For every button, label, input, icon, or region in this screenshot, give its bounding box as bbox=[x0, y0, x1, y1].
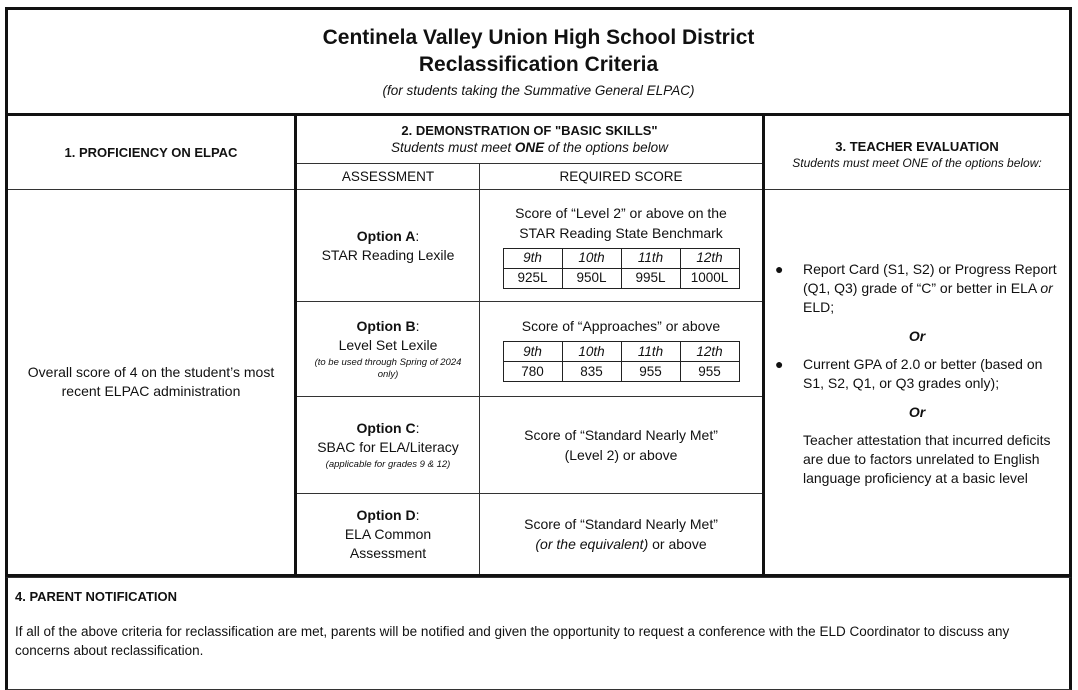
option-c-note: (applicable for grades 9 & 12) bbox=[325, 459, 451, 470]
instruction-text-post: of the options below bbox=[544, 140, 668, 155]
grade-label: 9th bbox=[503, 248, 562, 268]
or-separator: Or bbox=[908, 328, 926, 344]
instruction-emphasis: ONE bbox=[514, 140, 545, 155]
required-score-column-header: REQUIRED SCORE bbox=[559, 169, 683, 184]
option-d-required-score bbox=[480, 494, 762, 574]
option-d-assessment bbox=[297, 494, 480, 574]
basic-skills-column bbox=[294, 116, 765, 574]
grade-score: 955 bbox=[621, 362, 680, 382]
grade-label: 12th bbox=[680, 248, 739, 268]
basic-skills-heading: 2. DEMONSTRATION OF "BASIC SKILLS" bbox=[401, 123, 658, 138]
option-b-grade-table bbox=[503, 341, 740, 382]
grade-score: 925L bbox=[503, 268, 562, 288]
bullet-icon: ● bbox=[775, 356, 784, 372]
or-separator: Or bbox=[908, 404, 926, 420]
document-title: Reclassification Criteria bbox=[418, 53, 659, 76]
option-a-colon: : bbox=[415, 227, 420, 244]
parent-notification-heading: 4. PARENT NOTIFICATION bbox=[15, 589, 178, 604]
option-c-score-line1: Score of “Standard Nearly Met” bbox=[524, 427, 718, 443]
option-d-assessment-line2: Assessment bbox=[349, 544, 427, 561]
option-b-required-score bbox=[480, 302, 762, 396]
parent-notification-section bbox=[5, 577, 1072, 690]
option-c-score-line2: (Level 2) or above bbox=[564, 447, 678, 463]
proficiency-requirement-text: Overall score of 4 on the student’s most recent ELPAC administration bbox=[27, 364, 275, 399]
proficiency-column bbox=[8, 116, 294, 574]
option-b-name: Option B bbox=[356, 318, 416, 334]
option-d-name: Option D bbox=[356, 506, 416, 523]
option-d-score-emphasis: (or the equivalent) bbox=[535, 536, 649, 552]
option-d-row bbox=[297, 494, 762, 574]
option-b-score-text: Score of “Approaches” or above bbox=[521, 318, 721, 334]
grade-score: 995L bbox=[621, 268, 680, 288]
option-b-note: (to be used through Spring of 2024 only) bbox=[314, 357, 462, 380]
grade-label: 9th bbox=[503, 342, 562, 362]
teacher-evaluation-instruction: Students must meet ONE of the options below: bbox=[792, 156, 1042, 170]
option-d-colon: : bbox=[415, 506, 420, 523]
district-title: Centinela Valley Union High School District bbox=[322, 26, 755, 49]
option-a-grade-table bbox=[503, 248, 740, 289]
grade-score: 950L bbox=[562, 268, 621, 288]
option-a-name: Option A bbox=[356, 227, 416, 244]
option-b-assessment bbox=[297, 302, 480, 396]
option-c-name: Option C bbox=[356, 420, 416, 436]
option-b-assessment-name: Level Set Lexile bbox=[338, 337, 438, 353]
proficiency-requirement bbox=[8, 190, 294, 574]
grade-label: 10th bbox=[562, 248, 621, 268]
teacher-evaluation-heading: 3. TEACHER EVALUATION bbox=[835, 139, 999, 154]
grade-score: 835 bbox=[562, 362, 621, 382]
option-c-required-score bbox=[480, 397, 762, 493]
assessment-column-header: ASSESSMENT bbox=[297, 164, 480, 189]
teacher-evaluation-column bbox=[765, 116, 1069, 574]
criterion-report-card bbox=[773, 260, 1057, 317]
option-a-score-text: Score of “Level 2” or above on the STAR Reading State Benchmark bbox=[515, 204, 727, 241]
grade-label: 11th bbox=[621, 342, 680, 362]
criterion-text: Current GPA of 2.0 or better (based on S1, S2, Q1, or Q3 grades only); bbox=[803, 356, 1043, 391]
option-b-colon: : bbox=[415, 318, 420, 334]
option-b-row bbox=[297, 302, 762, 397]
option-a-assessment-name: STAR Reading Lexile bbox=[321, 246, 455, 263]
criterion-text-emphasis: or bbox=[1040, 280, 1053, 296]
option-c-row bbox=[297, 397, 762, 494]
grade-label: 10th bbox=[562, 342, 621, 362]
basic-skills-instruction bbox=[297, 139, 762, 157]
grade-score: 955 bbox=[680, 362, 739, 382]
document-subtitle: (for students taking the Summative General ELPAC) bbox=[382, 83, 695, 98]
criterion-text-post: ELD; bbox=[803, 299, 835, 315]
option-a-required-score bbox=[480, 190, 762, 301]
parent-notification-text: If all of the above criteria for reclassification are met, parents will be notified and given the opportunity to request a conference with the ELD Coordinator to discuss any concerns about reclassification. bbox=[15, 624, 1010, 658]
option-d-score-line1: Score of “Standard Nearly Met” bbox=[524, 516, 718, 532]
basic-skills-header bbox=[297, 116, 762, 164]
proficiency-heading: 1. PROFICIENCY ON ELPAC bbox=[8, 116, 294, 190]
criterion-gpa bbox=[773, 355, 1057, 393]
option-d-assessment-line1: ELA Common bbox=[344, 525, 432, 542]
option-d-score-line2 bbox=[535, 534, 706, 554]
teacher-evaluation-criteria bbox=[765, 190, 1069, 574]
grade-label: 12th bbox=[680, 342, 739, 362]
option-c-assessment-name: SBAC for ELA/Literacy bbox=[317, 439, 459, 455]
criteria-table bbox=[5, 116, 1072, 577]
criterion-teacher-attestation bbox=[773, 431, 1057, 488]
option-c-assessment bbox=[297, 397, 480, 493]
criterion-text-pre: Report Card (S1, S2) or Progress Report (Q1, Q3) grade of “C” or better in ELA bbox=[803, 261, 1057, 296]
option-a-row bbox=[297, 190, 762, 302]
bullet-icon: ● bbox=[775, 261, 784, 277]
instruction-text-pre: Students must meet bbox=[391, 140, 515, 155]
teacher-evaluation-header bbox=[765, 116, 1069, 190]
option-c-colon: : bbox=[415, 420, 420, 436]
grade-score: 780 bbox=[503, 362, 562, 382]
document-header bbox=[5, 7, 1072, 116]
basic-skills-subheader bbox=[297, 164, 762, 190]
grade-score: 1000L bbox=[680, 268, 739, 288]
criterion-text: Teacher attestation that incurred deficits are due to factors unrelated to English language proficiency at a basic level bbox=[803, 432, 1051, 486]
grade-label: 11th bbox=[621, 248, 680, 268]
option-d-score-post: or above bbox=[648, 536, 707, 552]
option-a-assessment bbox=[297, 190, 480, 301]
